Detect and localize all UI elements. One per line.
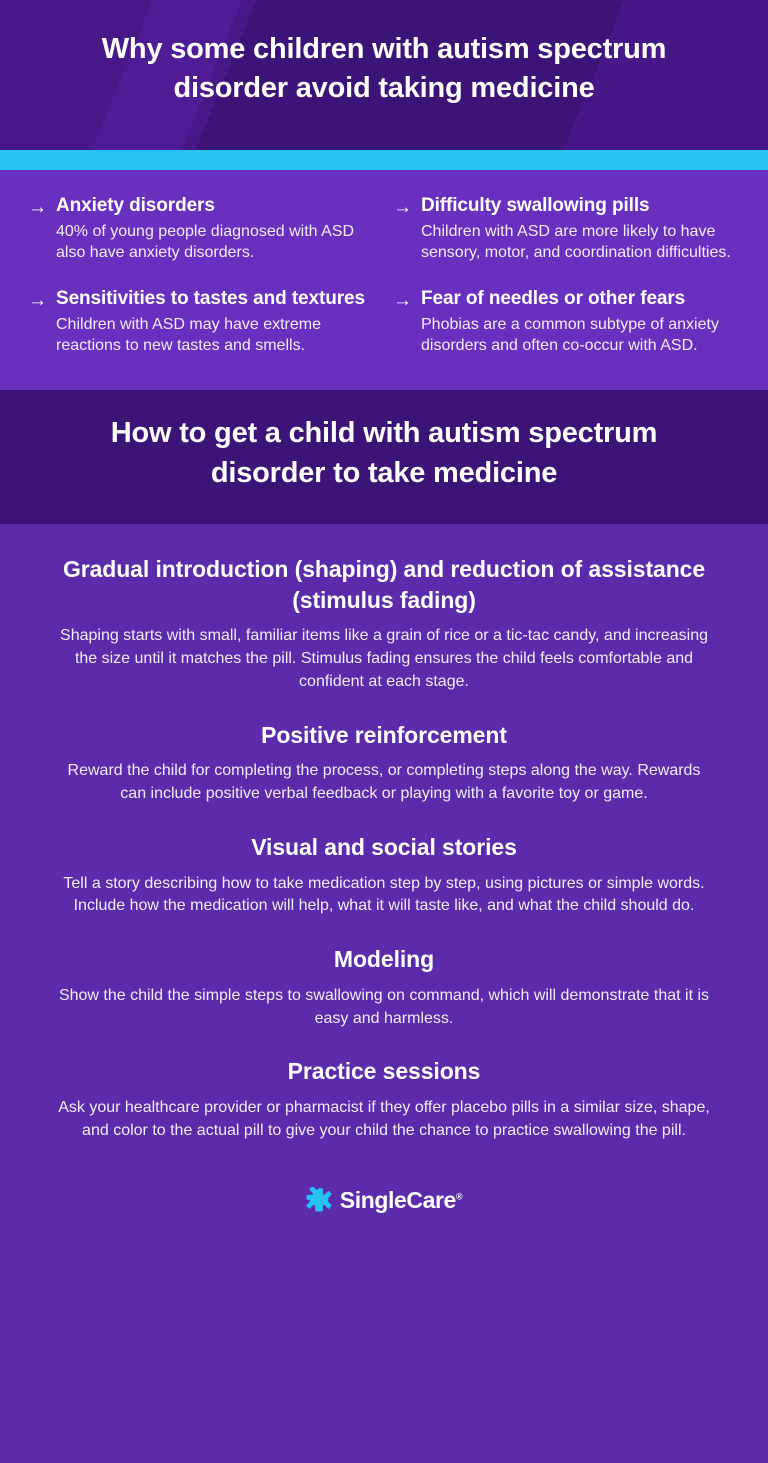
header-banner	[0, 0, 768, 150]
reason-item	[391, 194, 742, 263]
reason-title: Sensitivities to tastes and textures	[56, 288, 365, 310]
subheader-banner	[0, 390, 768, 523]
reason-text: Children with ASD may have extreme reactions to new tastes and smells.	[56, 316, 321, 355]
tip-text: Shaping starts with small, familiar items like a grain of rice or a tic-tac candy, and increasing the size until it matches the pill. Stimulus fading ensures the child feels comfortable and confident at each stage.	[60, 627, 708, 690]
reason-item	[26, 287, 377, 356]
reason-text: Phobias are a common subtype of anxiety disorders and often co-occur with ASD.	[421, 316, 719, 355]
reasons-section	[0, 170, 768, 390]
footer-logo	[0, 1179, 768, 1240]
reason-body	[56, 194, 377, 263]
accent-divider-bar	[0, 150, 768, 170]
singlecare-cross-icon	[306, 1187, 332, 1213]
arrow-right-icon: →	[393, 290, 412, 312]
tip-item	[34, 944, 734, 1030]
tip-title: Practice sessions	[287, 1058, 481, 1085]
arrow-right-icon: →	[393, 197, 412, 218]
reasons-grid	[26, 194, 742, 356]
tip-item	[34, 832, 734, 918]
tip-title: Gradual introduction (shaping) and reduction of assistance (stimulus fading)	[62, 555, 706, 613]
tip-text: Ask your healthcare provider or pharmacist if they offer placebo pills in a similar size, shape, and color to the actual pill to give your child the chance to practice swallowing the pill.	[58, 1099, 710, 1139]
reason-title: Anxiety disorders	[56, 195, 215, 216]
reason-title: Difficulty swallowing pills	[421, 195, 650, 216]
tip-title: Positive reinforcement	[261, 721, 507, 748]
reason-text: Children with ASD are more likely to have sensory, motor, and coordination difficulties.	[421, 222, 731, 262]
page-title: Why some children with autism spectrum disorder avoid taking medicine	[101, 33, 667, 105]
section-title: How to get a child with autism spectrum disorder to take medicine	[110, 417, 658, 490]
tip-title: Visual and social stories	[251, 833, 517, 860]
arrow-right-icon: →	[28, 290, 47, 312]
arrow-right-icon: →	[28, 197, 47, 218]
tip-text: Reward the child for completing the process, or completing steps along the way. Rewards can include positive verbal feedback or playing with a favorite toy or game.	[67, 762, 701, 803]
tip-text: Tell a story describing how to take medication step by step, using pictures or simple words. Include how the medication will help, what it will taste like, and what the child should do.	[63, 874, 705, 915]
tips-section	[0, 524, 768, 1179]
reason-body	[421, 194, 742, 263]
tip-title: Modeling	[333, 946, 435, 973]
reason-item	[26, 194, 377, 263]
logo-wordmark	[340, 1187, 462, 1214]
tip-text: Show the child the simple steps to swallowing on command, which will demonstrate that it is easy and harmless.	[58, 986, 710, 1027]
tip-item	[34, 554, 734, 694]
logo-trademark: ®	[455, 1190, 463, 1201]
reason-title: Fear of needles or other fears	[421, 288, 686, 310]
reason-item	[391, 287, 742, 356]
reason-body	[421, 287, 742, 356]
tip-item	[34, 1056, 734, 1142]
tip-item	[34, 720, 734, 806]
logo-text: SingleCare	[339, 1186, 456, 1213]
reason-body	[56, 287, 377, 356]
reason-text: 40% of young people diagnosed with ASD also have anxiety disorders.	[56, 222, 354, 262]
